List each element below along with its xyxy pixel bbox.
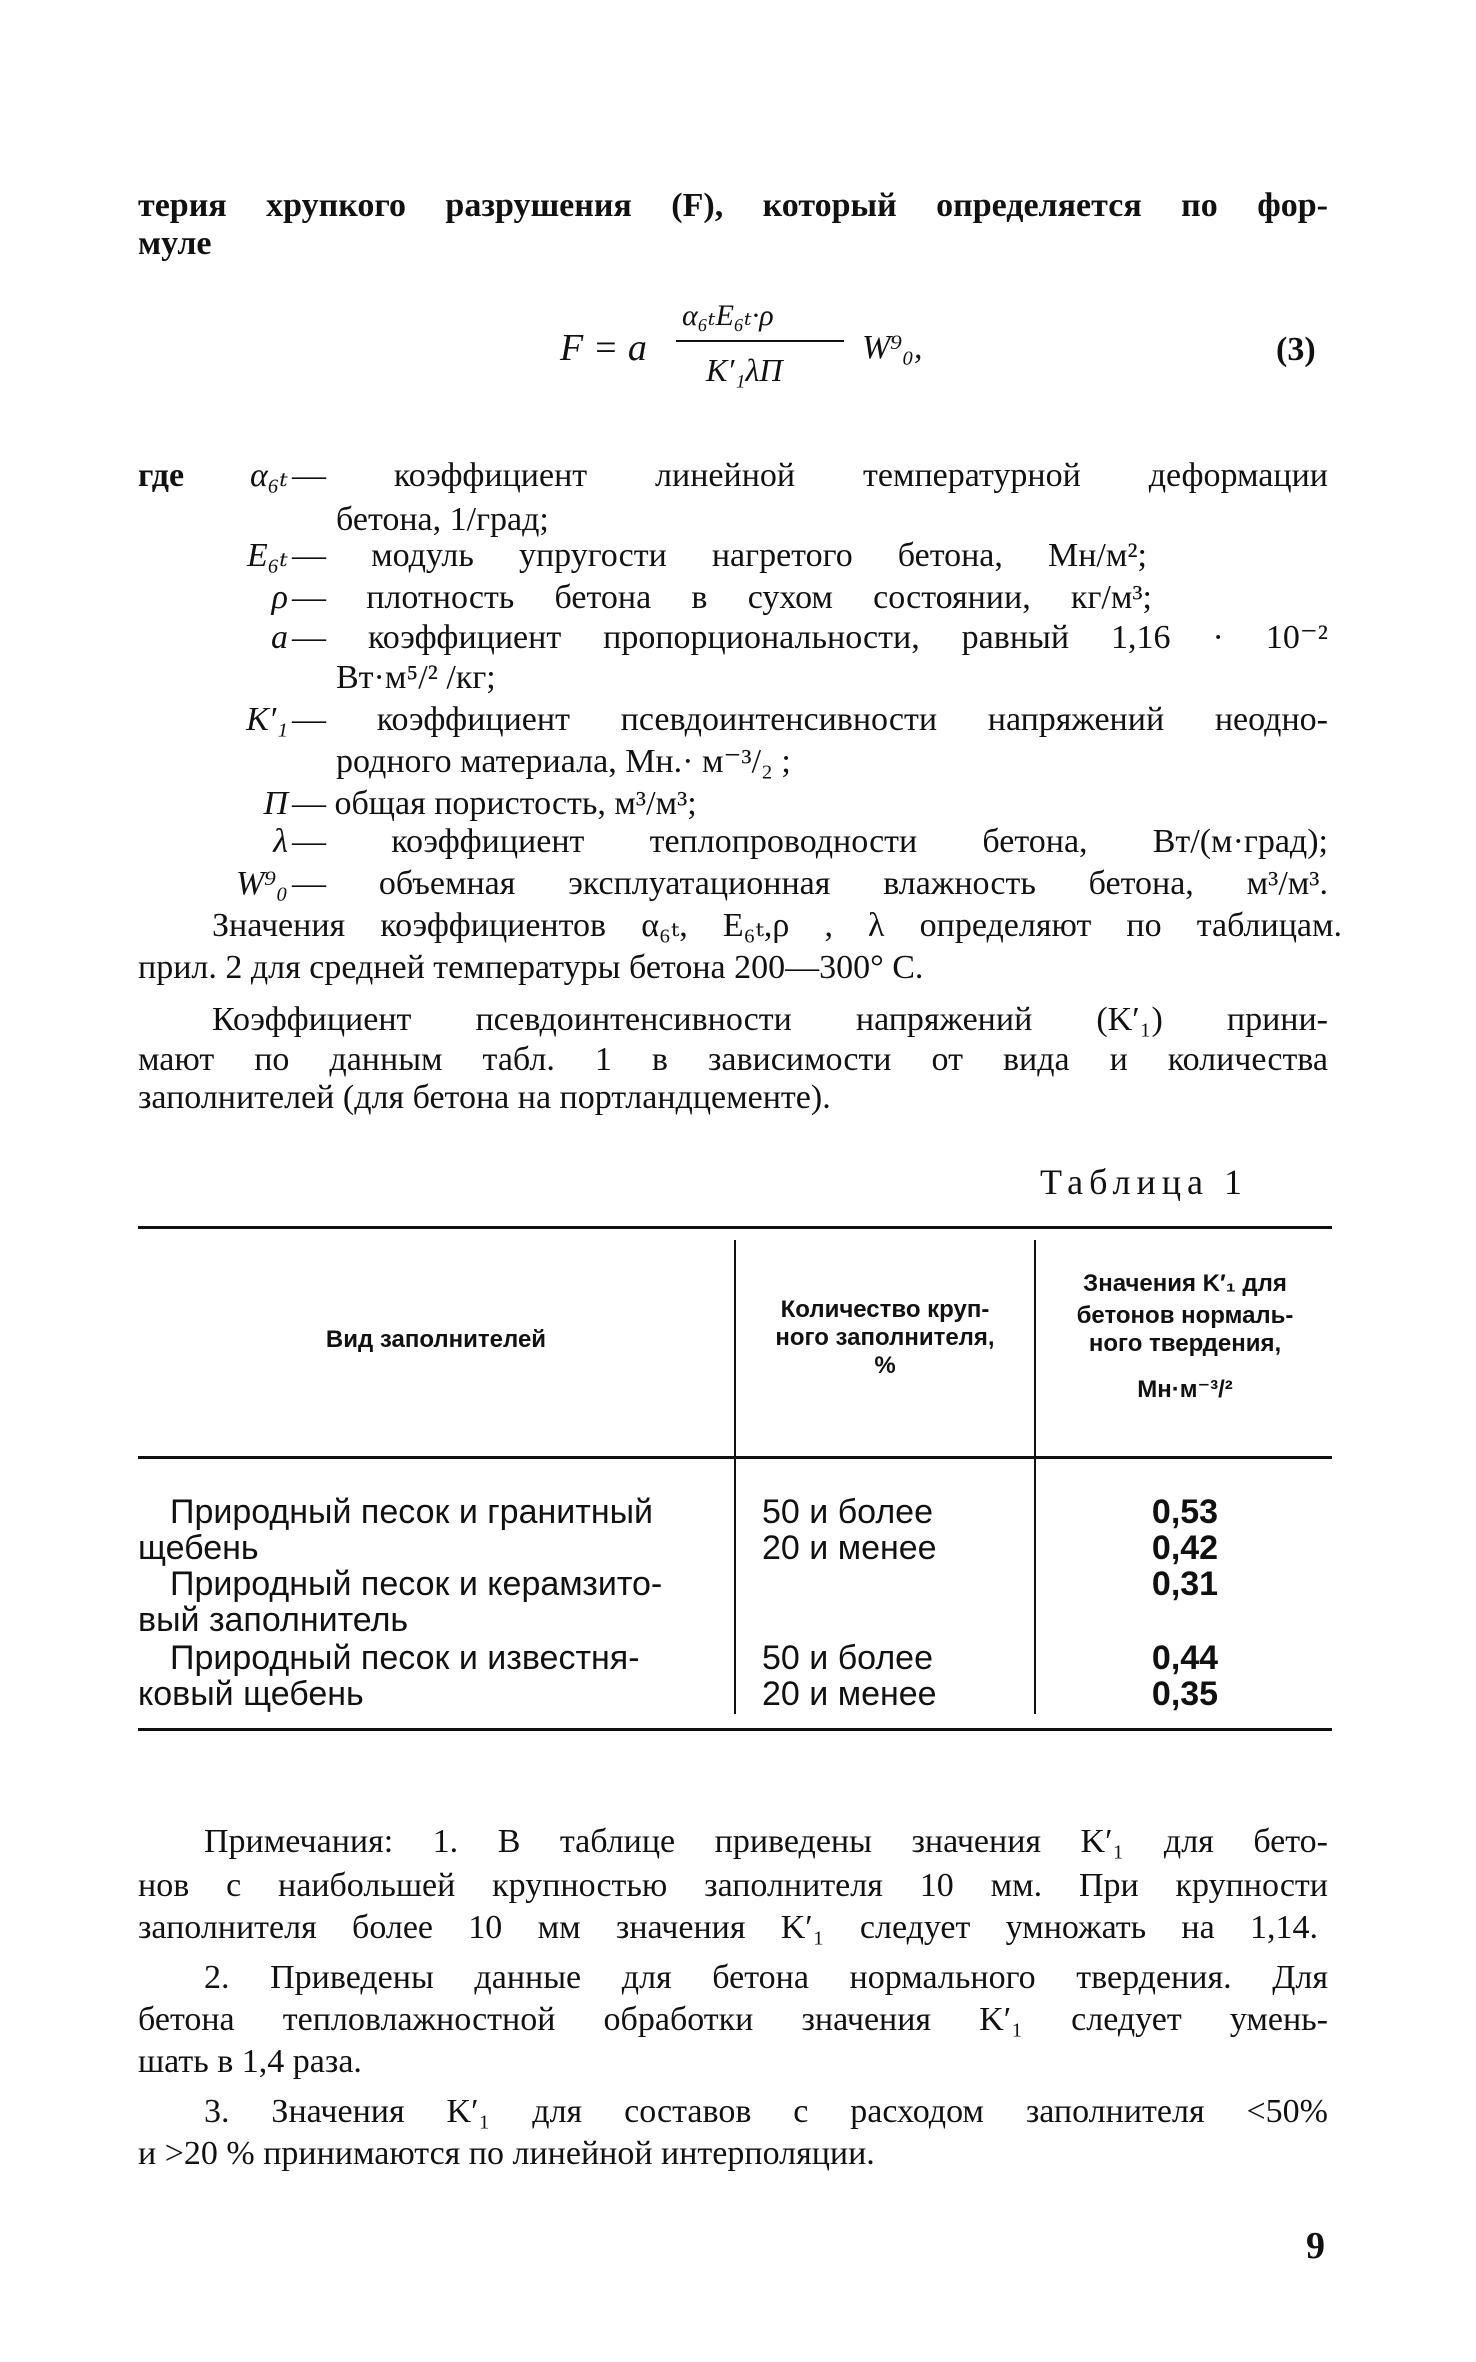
def-symbol: α₆ₜ	[249, 457, 288, 494]
header-qty-line: %	[874, 1352, 896, 1379]
header-qty-line: Количество круп-	[780, 1296, 990, 1323]
para1-line-2: прил. 2 для средней температуры бетона 200—300° С.	[138, 949, 924, 986]
def-text: бетона, 1/град;	[336, 501, 549, 538]
def-symbol: a	[271, 619, 288, 656]
def-symbol: λ	[273, 823, 288, 860]
def-symbol: ρ	[271, 579, 288, 616]
note-1-line-2: нов с наибольшей крупностью заполнителя 10 мм. При крупности	[138, 1867, 1328, 1904]
table-row-value: 0,31	[1151, 1565, 1219, 1603]
table-row-kind: щебень	[138, 1529, 259, 1567]
header-value-line: ного твердения,	[1088, 1330, 1282, 1357]
intro-line-2: муле	[138, 225, 212, 262]
def-text: — плотность бетона в сухом состоянии, кг/м³;	[292, 579, 1152, 616]
note-1-line-3: заполнителя более 10 мм значения K′₁ следует умножать на 1,14.	[138, 1909, 1318, 1946]
def-text: — объемная эксплуатационная влажность бетона, м³/м³.	[292, 865, 1328, 902]
note-2-line-1: 2. Приведены данные для бетона нормального твердения. Для	[204, 1959, 1328, 1996]
note-2-line-2: бетона тепловлажностной обработки значения K′₁ следует умень-	[138, 2001, 1328, 2038]
header-value-line: бетонов нормаль-	[1076, 1302, 1294, 1329]
table-row-value: 0,42	[1151, 1529, 1219, 1567]
def-symbol: E₆ₜ	[247, 537, 288, 574]
def-text: — коэффициент псевдоинтенсивности напряжений неодно-	[292, 701, 1328, 738]
table-row-qty: 20 и менее	[762, 1529, 937, 1567]
para1-line-1: Значения коэффициентов α₆ₜ, E₆ₜ,ρ , λ определяют по таблицам.	[212, 907, 1342, 944]
def-text: Вт·м⁵/² /кг;	[336, 659, 496, 696]
def-text: — общая пористость, м³/м³;	[292, 785, 697, 822]
table-row-kind: вый заполнитель	[138, 1601, 409, 1639]
def-text: родного материала, Мн.· м⁻³/₂ ;	[336, 743, 791, 780]
table-row-qty: 50 и более	[762, 1493, 933, 1531]
table-row-value: 0,53	[1151, 1493, 1219, 1531]
table-row-kind: Природный песок и гранитный	[170, 1493, 654, 1531]
def-text: — коэффициент пропорциональности, равный 1,16 · 10⁻²	[292, 619, 1328, 656]
formula-lhs: F = a	[560, 327, 647, 369]
def-symbol: K′₁	[246, 701, 288, 738]
note-3-line-1: 3. Значения K′₁ для составов с расходом заполнителя <50%	[204, 2093, 1328, 2130]
formula-tail: W⁹₀,	[862, 329, 923, 366]
header-value-line: Значения K′₁ для	[1083, 1270, 1287, 1297]
header-qty-line: ного заполнителя,	[775, 1324, 995, 1351]
para2-line-3: заполнителей (для бетона на портландцементе).	[138, 1079, 831, 1116]
table-row-kind: Природный песок и известня-	[170, 1639, 640, 1677]
def-text: — коэффициент теплопроводности бетона, Вт/(м·град);	[292, 823, 1328, 860]
page-number: 9	[1306, 2225, 1325, 2267]
note-1-line-1: Примечания: 1. В таблице приведены значения K′₁ для бето-	[204, 1823, 1328, 1860]
table-row-qty: 50 и более	[762, 1639, 933, 1677]
def-text: — модуль упругости нагретого бетона, Мн/м²;	[292, 537, 1147, 574]
table-top-rule	[138, 1226, 1332, 1229]
fraction-bar	[676, 340, 844, 342]
table-row-kind: Природный песок и керамзито-	[170, 1565, 663, 1603]
note-2-line-3: шать в 1,4 раза.	[138, 2043, 362, 2080]
intro-line-1: терия хрупкого разрушения (F), который определяется по фор-	[138, 187, 1328, 224]
table-row-qty: 20 и менее	[762, 1675, 937, 1713]
table-col-divider-1	[734, 1240, 736, 1714]
para2-line-1: Коэффициент псевдоинтенсивности напряжений (K′₁) прини-	[212, 1001, 1328, 1038]
header-kind: Вид заполнителей	[325, 1326, 547, 1353]
defs-lead: где	[138, 457, 185, 494]
header-value-line: Мн·м⁻³/²	[1137, 1376, 1233, 1403]
formula-number: (3)	[1276, 331, 1316, 368]
table-col-divider-2	[1034, 1240, 1036, 1714]
def-text: — коэффициент линейной температурной деформации	[292, 457, 1328, 494]
table-caption: Таблица 1	[1040, 1162, 1248, 1202]
formula-numerator: α₆ₜE₆ₜ·ρ	[682, 299, 774, 332]
table-row-kind: ковый щебень	[138, 1675, 364, 1713]
note-3-line-2: и >20 % принимаются по линейной интерполяции.	[138, 2135, 875, 2172]
table-bottom-rule	[138, 1728, 1332, 1731]
table-row-value: 0,44	[1151, 1639, 1219, 1677]
para2-line-2: мают по данным табл. 1 в зависимости от вида и количества	[138, 1041, 1328, 1078]
table-row-value: 0,35	[1151, 1675, 1219, 1713]
def-symbol: W⁹₀	[236, 865, 288, 902]
def-symbol: П	[263, 785, 288, 822]
formula-denominator: K′₁λП	[706, 352, 783, 388]
